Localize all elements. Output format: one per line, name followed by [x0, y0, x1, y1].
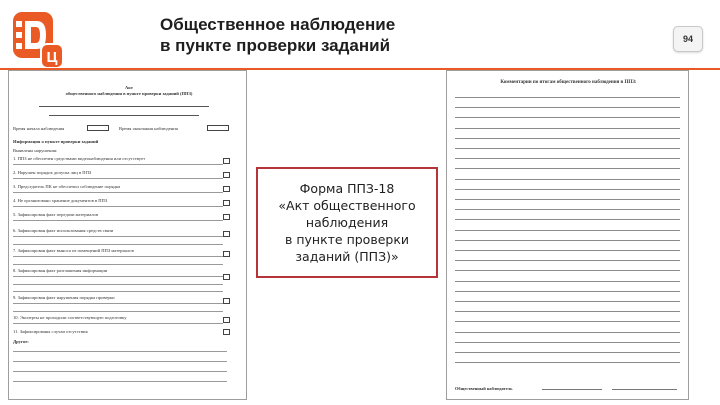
form-item-text: 2. Нарушен порядок допуска лиц в ППЗ	[13, 170, 92, 175]
caption-line-1: Форма ППЗ-18	[299, 181, 395, 196]
form-item	[13, 184, 223, 197]
form-item	[13, 268, 223, 297]
comment-line	[455, 332, 680, 333]
comment-line	[455, 240, 680, 241]
comment-line	[455, 342, 680, 343]
caption-line-3: наблюдения	[305, 215, 389, 230]
comment-line	[455, 138, 680, 139]
comment-line	[455, 209, 680, 210]
form-item-checkbox[interactable]	[223, 200, 230, 206]
comment-line	[455, 148, 680, 149]
signature-line	[542, 389, 602, 390]
form-item-checkbox[interactable]	[223, 172, 230, 178]
checked-label: Выявлены нарушения:	[13, 148, 58, 153]
comment-line	[455, 321, 680, 322]
logo	[13, 12, 65, 70]
comment-line	[455, 362, 680, 363]
form-item-checkbox[interactable]	[223, 298, 230, 304]
section-label: Информация о пункте проверки заданий	[13, 139, 99, 144]
form-caption-box	[256, 167, 438, 278]
form-rule	[39, 106, 209, 107]
form-item-checkbox[interactable]	[223, 186, 230, 192]
form-item-text: 6. Зафиксирован факт использования средств связи	[13, 228, 114, 233]
comment-line	[455, 270, 680, 271]
comment-line	[455, 117, 680, 118]
comment-line	[455, 128, 680, 129]
form-item-checkbox[interactable]	[223, 214, 230, 220]
form-item	[13, 248, 223, 269]
form-item-checkbox[interactable]	[223, 329, 230, 335]
form-heading-2: общественного наблюдения в пункте проверки заданий (ППЗ)	[65, 91, 193, 96]
form-item	[13, 156, 223, 169]
form-item	[13, 228, 223, 249]
start-time-field[interactable]	[87, 125, 109, 131]
title-line-1: Общественное наблюдение	[160, 15, 396, 34]
comment-line	[455, 107, 680, 108]
form-item-text: 3. Председатель ПК не обеспечил соблюдение порядка	[13, 184, 121, 189]
caption-line-5: заданий (ППЗ)»	[295, 249, 399, 264]
form-rule	[13, 381, 227, 382]
comment-line	[455, 260, 680, 261]
form-item	[13, 198, 223, 211]
other-label: Другое:	[13, 339, 29, 344]
observer-signature-label: Общественный наблюдатель	[455, 386, 513, 391]
end-time-label: Время окончания наблюдения	[119, 126, 178, 131]
logo-icon	[13, 12, 65, 70]
form-item-text: 11. Зафиксированы случаи отсутствия	[13, 329, 88, 334]
signature-line	[612, 389, 677, 390]
comment-line	[455, 352, 680, 353]
form-page-left	[8, 70, 247, 400]
comment-line	[455, 168, 680, 169]
form-rule	[13, 361, 227, 362]
page-title	[160, 14, 460, 56]
form-page-right	[446, 70, 689, 400]
form-item-text: 4. Не организовано хранение документов в ППЗ	[13, 198, 108, 203]
comment-line	[455, 250, 680, 251]
form-item-checkbox[interactable]	[223, 231, 230, 237]
form-item	[13, 170, 223, 183]
form-item-text: 5. Зафиксирован факт передачи материалов	[13, 212, 98, 217]
form-item-text: 7. Зафиксирован факт выноса из помещений ППЗ материалов	[13, 248, 134, 253]
comment-line	[455, 301, 680, 302]
comment-line	[455, 199, 680, 200]
form-item-text: 1. ППЗ не обеспечен средствами видеонаблюдения или отсутствует	[13, 156, 146, 161]
comment-line	[455, 281, 680, 282]
comment-line	[455, 291, 680, 292]
comments-title: Комментарии по итогам общественного наблюдения в ППЗ:	[500, 80, 637, 85]
form-item	[13, 295, 223, 316]
logo-letter: Ц	[46, 49, 58, 66]
form-item-text: 10. Эксперты не проходили соответствующую подготовку	[13, 315, 127, 320]
caption-line-4: в пункте проверки	[285, 232, 409, 247]
end-time-field[interactable]	[207, 125, 229, 131]
form-item	[13, 329, 223, 334]
form-rule	[13, 351, 227, 352]
form-rule	[49, 115, 199, 116]
form-item	[13, 212, 223, 225]
caption-line-2: «Акт общественного	[278, 198, 416, 213]
page-number-badge: 94	[673, 26, 703, 52]
form-item-checkbox[interactable]	[223, 251, 230, 257]
comment-line	[455, 179, 680, 180]
form-item	[13, 315, 223, 328]
comment-line	[455, 97, 680, 98]
comment-line	[455, 311, 680, 312]
title-line-2: в пункте проверки заданий	[160, 36, 391, 55]
form-item-checkbox[interactable]	[223, 317, 230, 323]
comment-line	[455, 158, 680, 159]
start-time-label: Время начала наблюдения	[13, 126, 65, 131]
form-item-text: 8. Зафиксирован факт разглашения информации	[13, 268, 108, 273]
comment-line	[455, 230, 680, 231]
form-item-checkbox[interactable]	[223, 158, 230, 164]
form-heading-1: Акт	[124, 85, 134, 90]
form-item-checkbox[interactable]	[223, 274, 230, 280]
comment-line	[455, 189, 680, 190]
form-rule	[13, 371, 227, 372]
form-item-text: 9. Зафиксирован факт нарушения порядка проверки	[13, 295, 115, 300]
comment-line	[455, 219, 680, 220]
